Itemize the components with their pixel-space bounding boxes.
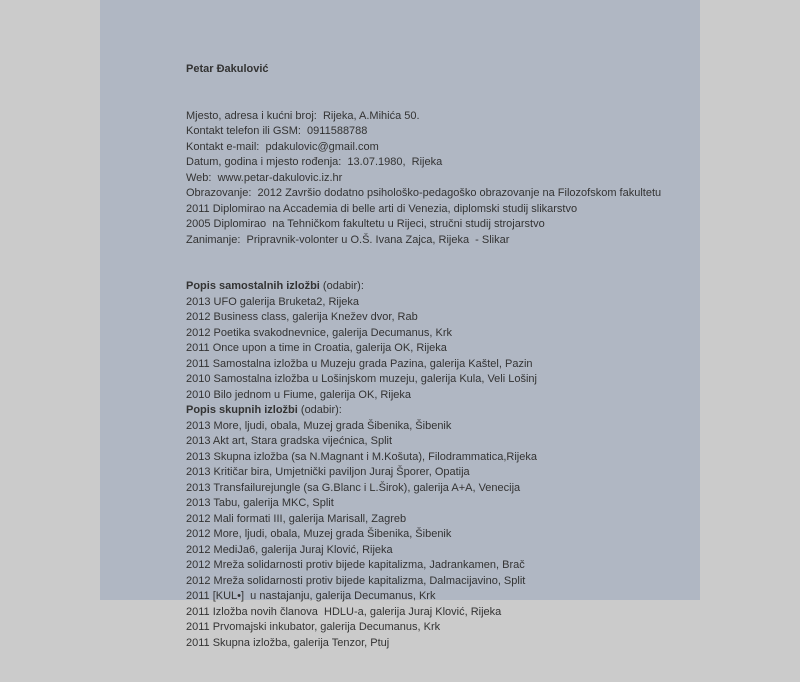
exhibition-sections (186, 279, 691, 651)
exhibition-line: 2011 [KUL•] u nastajanju, galerija Decumanus, Krk (186, 590, 436, 602)
exhibition-line: 2010 Bilo jednom u Fiume, galerija OK, Rijeka (186, 388, 412, 401)
person-name: Petar Đakulović (186, 63, 269, 75)
exhibition-line: 2013 Transfailurejungle (sa G.Blanc i L.Širok), galerija A+A, Venecija (186, 481, 521, 494)
cv-info-line: Obrazovanje: 2012 Završio dodatno psihološko-pedagoško obrazovanje na Filozofskom fakultetu (186, 187, 662, 199)
section-heading (186, 279, 691, 295)
cv-info-line: 2011 Diplomirao na Accademia di belle arti di Venezia, diplomski studij slikarstvo (186, 202, 578, 215)
exhibition-line: 2013 More, ljudi, obala, Muzej grada Šibenika, Šibenik (186, 419, 452, 432)
exhibition-line: 2012 Business class, galerija Knežev dvor, Rab (186, 311, 418, 323)
exhibition-line: 2011 Skupna izložba, galerija Tenzor, Ptuj (186, 636, 390, 649)
exhibition-line: 2012 More, ljudi, obala, Muzej grada Šibenika, Šibenik (186, 528, 452, 540)
personal-info-lines (186, 109, 691, 249)
exhibition-line: 2012 MediJa6, galerija Juraj Klović, Rijeka (186, 543, 393, 556)
exhibition-line: 2012 Mreža solidarnosti protiv bijede kapitalizma, Dalmacijavino, Split (186, 574, 526, 587)
cv-info-line: Kontakt telefon ili GSM: 0911588788 (186, 125, 368, 137)
exhibition-line: 2013 UFO galerija Bruketa2, Rijeka (186, 295, 360, 308)
section-heading-suffix: (odabir): (297, 404, 342, 416)
section-heading-suffix: (odabir): (319, 280, 364, 292)
exhibition-line: 2012 Mali formati III, galerija Marisall, Zagreb (186, 512, 407, 525)
exhibition-line: 2011 Once upon a time in Croatia, galerija OK, Rijeka (186, 342, 447, 354)
cv-info-line: Mjesto, adresa i kućni broj: Rijeka, A.Mihića 50. (186, 109, 420, 122)
exhibition-line: 2013 Tabu, galerija MKC, Split (186, 497, 334, 509)
section-heading-title: Popis skupnih izložbi (186, 404, 298, 416)
exhibition-line: 2012 Mreža solidarnosti protiv bijede kapitalizma, Jadrankamen, Brač (186, 559, 525, 571)
cv-text-block (186, 31, 691, 682)
exhibition-line: 2013 Skupna izložba (sa N.Magnant i M.Košuta), Filodrammatica,Rijeka (186, 450, 537, 463)
exhibition-line: 2013 Kritičar bira, Umjetnički paviljon Juraj Šporer, Opatija (186, 466, 470, 478)
section-heading (186, 403, 691, 419)
cv-info-line: 2005 Diplomirao na Tehničkom fakultetu u Rijeci, stručni studij strojarstvo (186, 218, 545, 230)
cv-info-line: Datum, godina i mjesto rođenja: 13.07.1980, Rijeka (186, 156, 443, 168)
cv-info-line: Kontakt e-mail: pdakulovic@gmail.com (186, 140, 379, 153)
cv-slide (100, 0, 700, 649)
exhibition-line: 2012 Poetika svakodnevnice, galerija Decumanus, Krk (186, 326, 452, 339)
exhibition-line: 2011 Samostalna izložba u Muzeju grada Pazina, galerija Kaštel, Pazin (186, 357, 533, 370)
exhibition-line: 2013 Akt art, Stara gradska vijećnica, Split (186, 435, 393, 447)
section-heading-title: Popis samostalnih izložbi (186, 280, 320, 292)
exhibition-line: 2010 Samostalna izložba u Lošinjskom muzeju, galerija Kula, Veli Lošinj (186, 373, 537, 385)
cv-info-line: Zanimanje: Pripravnik-volonter u O.Š. Ivana Zajca, Rijeka - Slikar (186, 233, 510, 246)
exhibition-line: 2011 Prvomajski inkubator, galerija Decumanus, Krk (186, 621, 441, 633)
cv-info-line: Web: www.petar-dakulovic.iz.hr (186, 171, 343, 184)
exhibition-line: 2011 Izložba novih članova HDLU-a, galerija Juraj Klović, Rijeka (186, 605, 502, 618)
